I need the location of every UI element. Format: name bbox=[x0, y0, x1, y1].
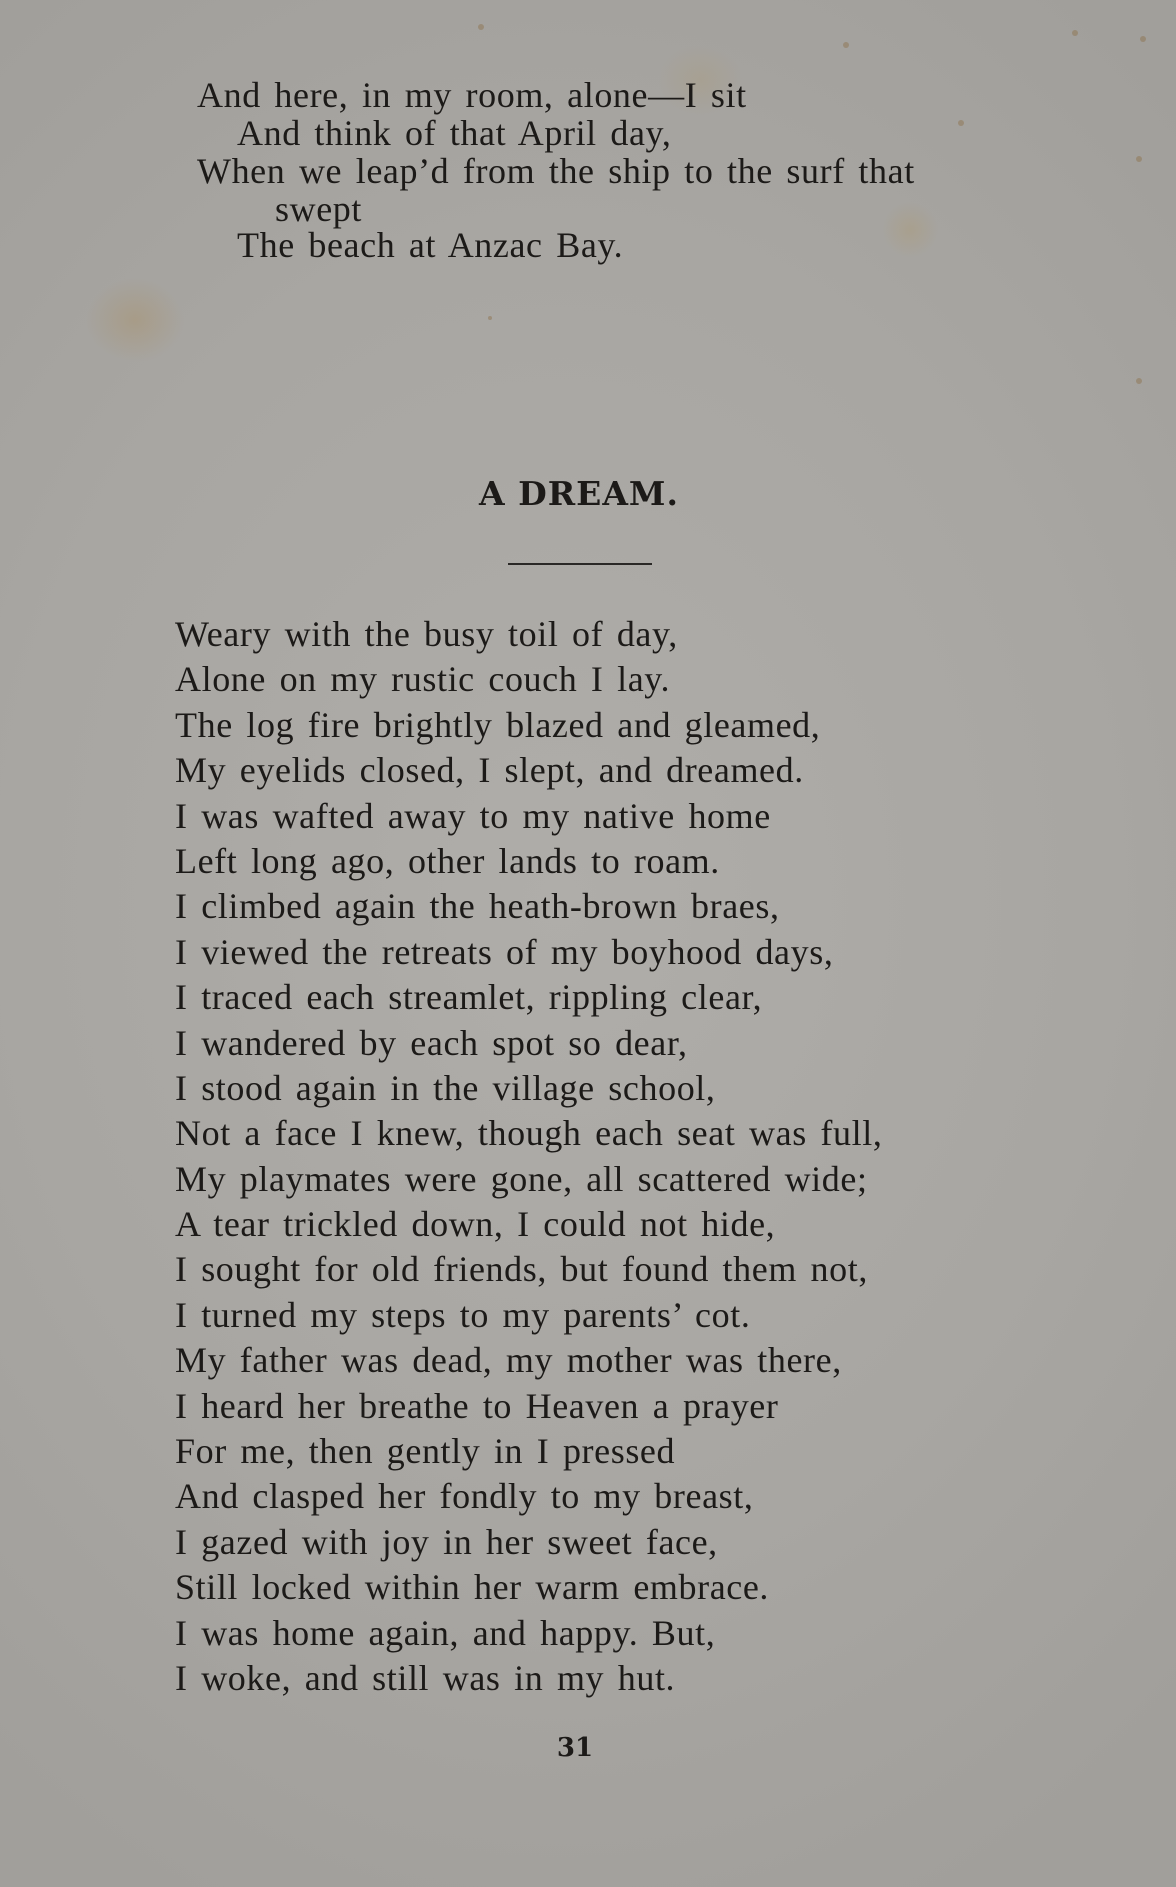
poem-line: I gazed with joy in her sweet face, bbox=[175, 1521, 718, 1562]
poem-line: I sought for old friends, but found them not, bbox=[175, 1249, 868, 1290]
foxing-speck bbox=[958, 120, 964, 126]
poem-line: And clasped her fondly to my breast, bbox=[175, 1476, 754, 1517]
previous-poem-closing-stanza bbox=[197, 76, 915, 264]
poem-line: Weary with the busy toil of day, bbox=[175, 614, 678, 654]
poem-line: Not a face I knew, though each seat was full, bbox=[175, 1113, 883, 1154]
title-divider bbox=[508, 563, 652, 565]
poem-line: I wandered by each spot so dear, bbox=[175, 1022, 688, 1063]
poem-line: I heard her breathe to Heaven a prayer bbox=[175, 1385, 779, 1426]
poem-line: I viewed the retreats of my boyhood days, bbox=[175, 931, 834, 972]
poem-line: Left long ago, other lands to roam. bbox=[175, 840, 720, 881]
foxing-speck bbox=[478, 24, 484, 30]
foxing-speck bbox=[488, 316, 492, 320]
poem-line: Still locked within her warm embrace. bbox=[175, 1567, 770, 1608]
poem-line: I stood again in the village school, bbox=[175, 1067, 716, 1108]
poem-line: My father was dead, my mother was there, bbox=[175, 1340, 842, 1381]
poem-line: I turned my steps to my parents’ cot. bbox=[175, 1294, 751, 1335]
verse-line: When we leap’d from the ship to the surf that bbox=[197, 151, 915, 191]
poem-line: A tear trickled down, I could not hide, bbox=[175, 1204, 776, 1245]
poem-body bbox=[175, 612, 882, 1701]
poem-title: A DREAM. bbox=[479, 474, 679, 513]
poem-line: Alone on my rustic couch I lay. bbox=[175, 659, 671, 700]
poem-line: I was wafted away to my native home bbox=[175, 795, 771, 836]
page-number: 31 bbox=[556, 1733, 594, 1763]
poem-line: The log fire brightly blazed and gleamed, bbox=[175, 704, 821, 745]
poem-line: For me, then gently in I pressed bbox=[175, 1431, 676, 1472]
verse-line-continuation: swept bbox=[275, 189, 362, 229]
poem-line: My eyelids closed, I slept, and dreamed. bbox=[175, 750, 804, 791]
foxing-speck bbox=[1136, 378, 1142, 384]
poem-line: I woke, and still was in my hut. bbox=[175, 1657, 676, 1698]
foxing-speck bbox=[1140, 36, 1146, 42]
poem-line: I traced each streamlet, rippling clear, bbox=[175, 977, 763, 1018]
foxing-speck bbox=[1136, 156, 1142, 162]
poem-line: I was home again, and happy. But, bbox=[175, 1612, 716, 1653]
poem-line: I climbed again the heath-brown braes, bbox=[175, 886, 780, 927]
verse-line: And think of that April day, bbox=[237, 113, 672, 153]
foxing-speck bbox=[843, 42, 849, 48]
foxing-speck bbox=[1072, 30, 1078, 36]
verse-line: The beach at Anzac Bay. bbox=[237, 225, 624, 265]
poem-line: My playmates were gone, all scattered wide; bbox=[175, 1158, 868, 1199]
verse-line: And here, in my room, alone—I sit bbox=[197, 75, 747, 115]
